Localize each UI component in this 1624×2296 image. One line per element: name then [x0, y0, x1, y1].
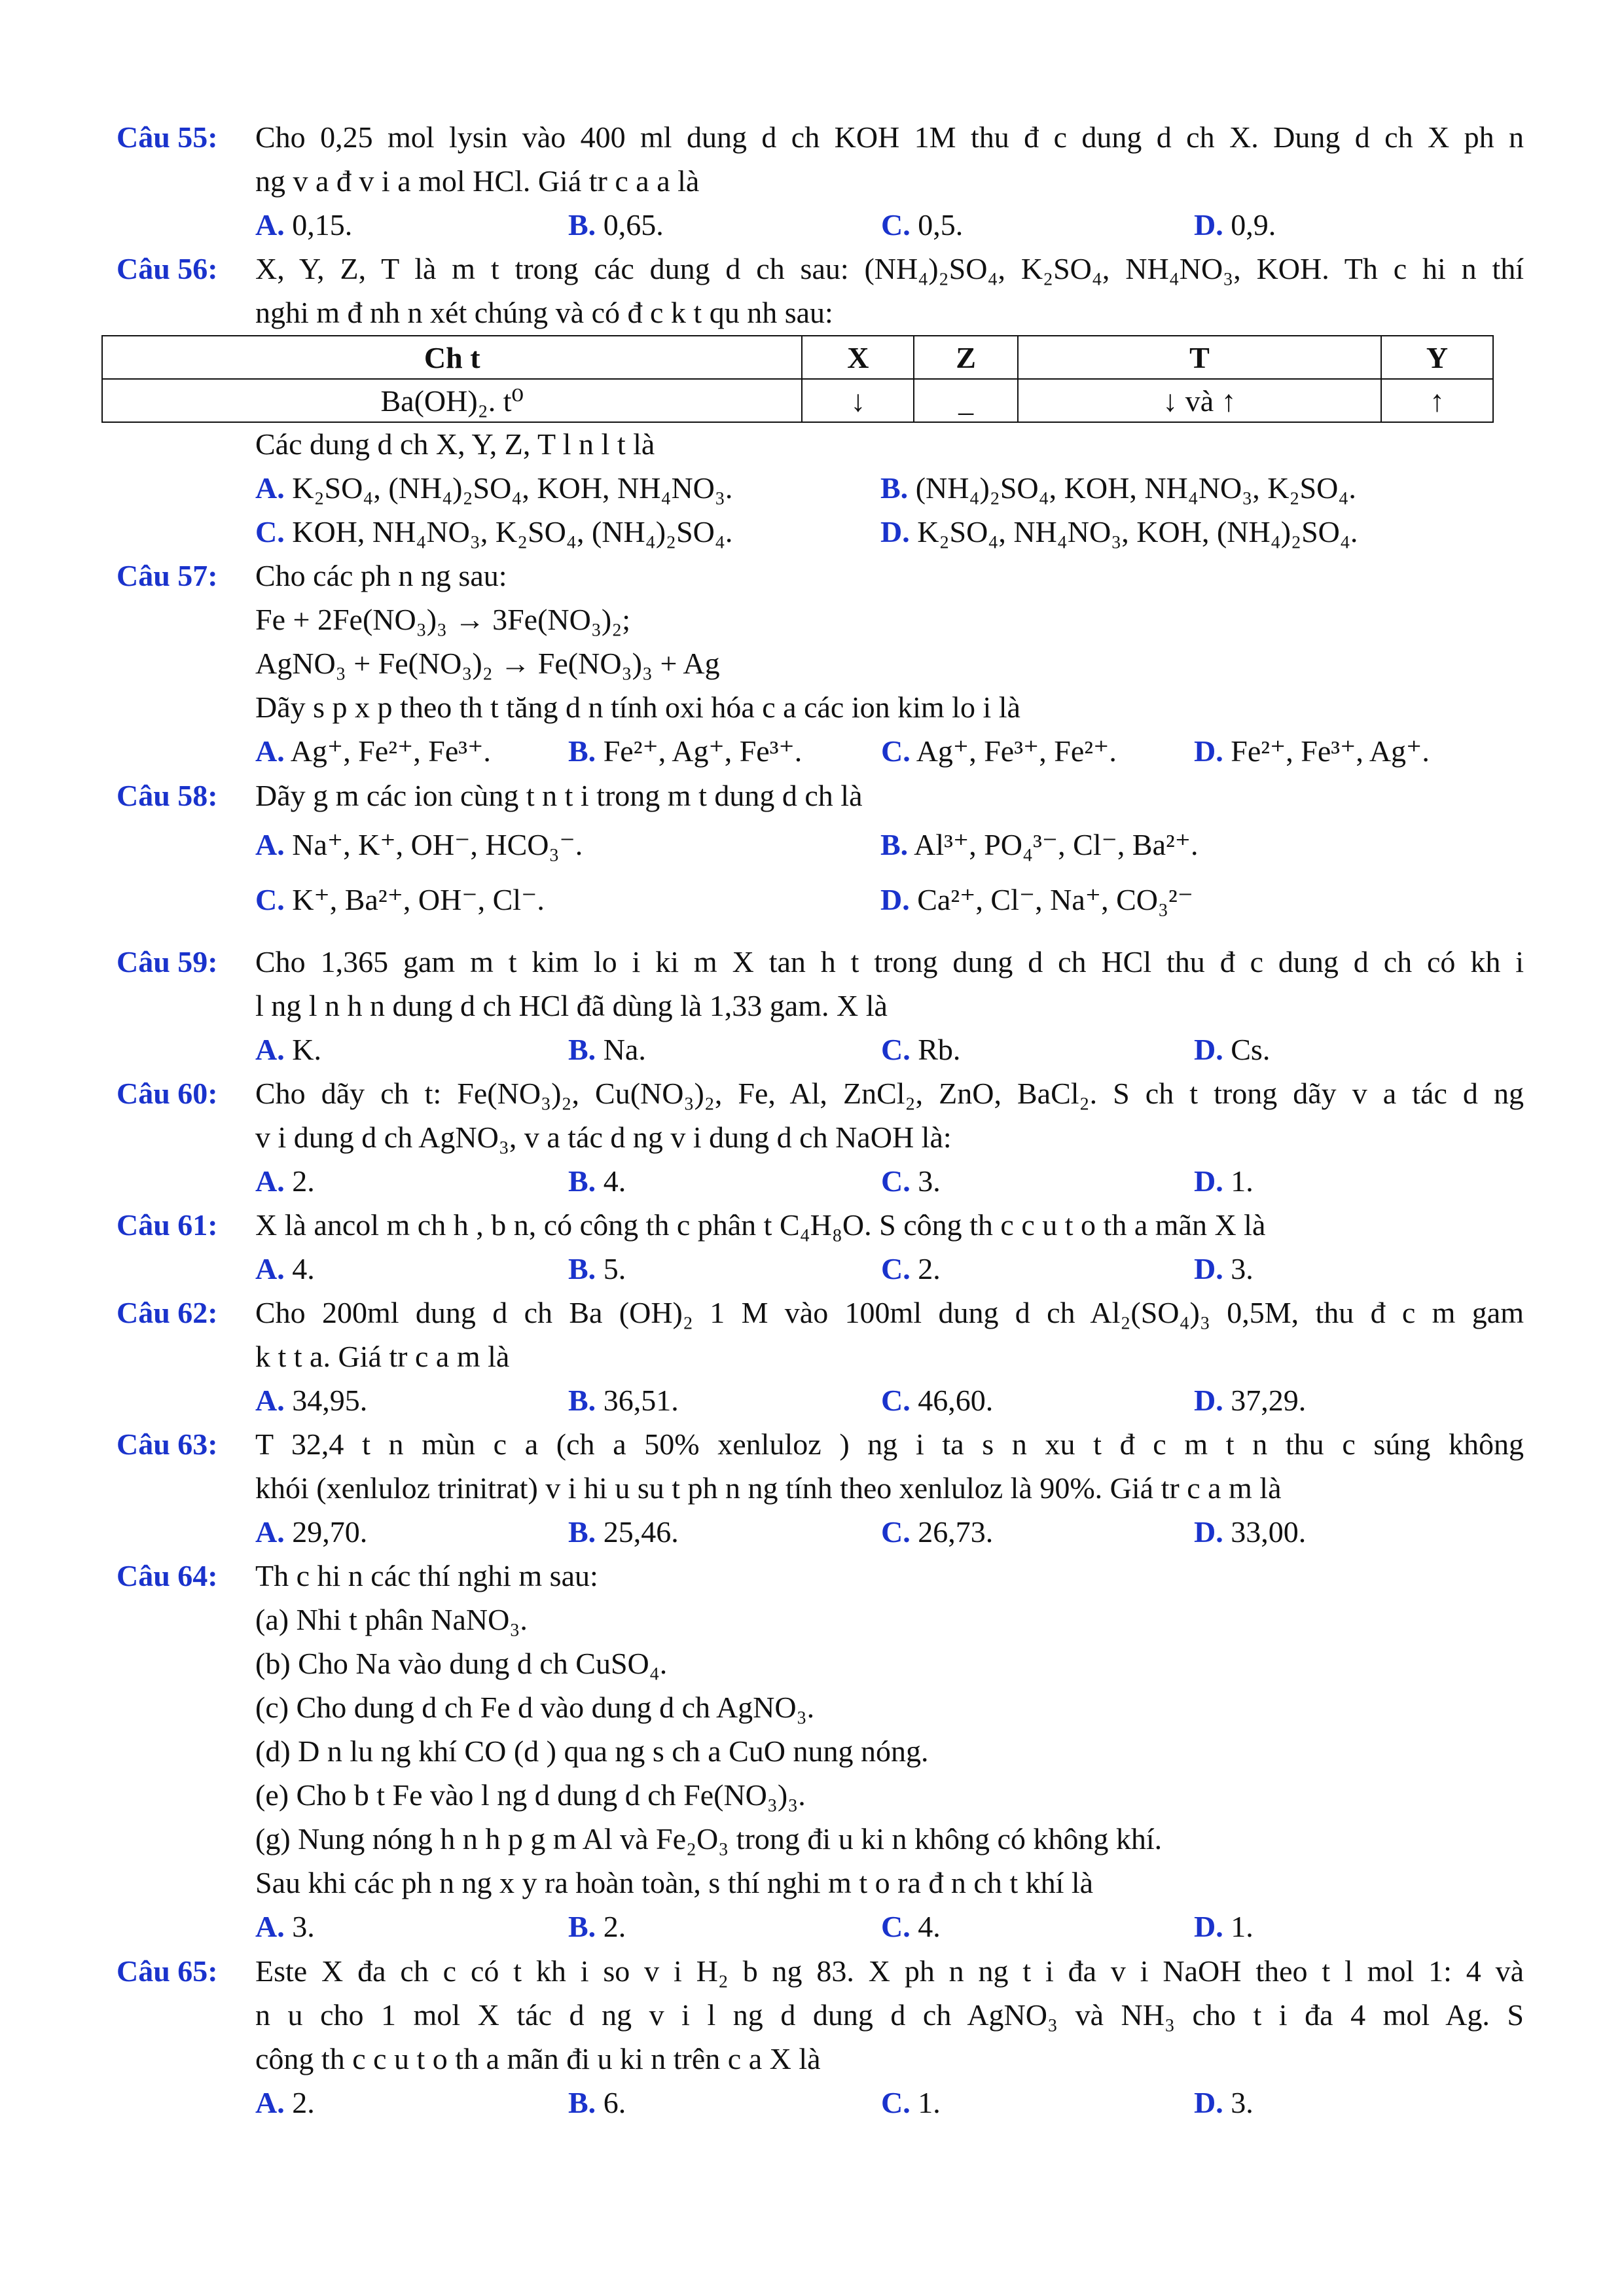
- question-text: nghi m đ nh n xét chúng và có đ c k t qu nh sau:: [255, 296, 833, 329]
- question-text: n u cho 1 mol X tác d ng v i l ng d dung d ch AgNO₃ và NH₃ cho t i đa 4 mol Ag. S: [255, 1998, 1524, 2032]
- question-text: khói (xenluloz trinitrat) v i hi u su t ph n ng tính theo xenluloz là 90%. Giá tr c a m là: [255, 1471, 1282, 1505]
- question-number: Câu 58:: [117, 779, 218, 812]
- question-text: công th c c u t o th a mãn đi u ki n trên c a X là: [255, 2042, 821, 2075]
- option-b[interactable]: B. 25,46.: [568, 1515, 679, 1549]
- option-b[interactable]: B. 6.: [568, 2086, 626, 2119]
- answer-options: [117, 1378, 1524, 1422]
- answer-options: [117, 872, 1524, 927]
- option-a[interactable]: A. 3.: [255, 1910, 315, 1943]
- experiment-item: (c) Cho dung d ch Fe d vào dung d ch AgNO₃.: [255, 1691, 815, 1724]
- table-header: T: [1018, 336, 1381, 379]
- question-text: Cho dãy ch t: Fe(NO₃)₂, Cu(NO₃)₂, Fe, Al, ZnCl₂, ZnO, BaCl₂. S ch t trong dãy v a tác d ng: [255, 1077, 1524, 1110]
- question-text: Este X đa ch c có t kh i so v i H₂ b ng 83. X ph n ng t i đa v i NaOH theo t l mol 1: 4 và: [255, 1954, 1524, 1988]
- result-table: [101, 335, 1494, 423]
- question-number: Câu 62:: [117, 1296, 218, 1329]
- table-cell: ↓: [802, 379, 914, 422]
- option-b[interactable]: B. (NH₄)₂SO₄, KOH, NH₄NO₃, K₂SO₄.: [880, 471, 1356, 505]
- option-b[interactable]: B. 36,51.: [568, 1384, 679, 1417]
- question-56-answers: [117, 422, 1524, 554]
- answer-options: [117, 1510, 1524, 1554]
- option-a[interactable]: A. 2.: [255, 1164, 315, 1198]
- question-text: ng v a đ v i a mol HCl. Giá tr c a a là: [255, 164, 700, 198]
- experiment-item: (g) Nung nóng h n h p g m Al và Fe₂O₃ trong đi u ki n không có không khí.: [255, 1822, 1163, 1856]
- question-text: X là ancol m ch h , b n, có công th c phân t C₄H₈O. S công th c c u t o th a mãn X là: [255, 1208, 1266, 1242]
- question-59: [117, 940, 1524, 1071]
- table-row: [102, 379, 1493, 422]
- option-d[interactable]: D. 37,29.: [1194, 1384, 1307, 1417]
- option-a[interactable]: A. 2.: [255, 2086, 315, 2119]
- table-cell: ↓ và ↑: [1018, 379, 1381, 422]
- question-57: [117, 554, 1524, 773]
- option-c[interactable]: C. KOH, NH₄NO₃, K₂SO₄, (NH₄)₂SO₄.: [255, 515, 733, 548]
- experiment-item: (d) D n lu ng khí CO (d ) qua ng s ch a CuO nung nóng.: [255, 1734, 929, 1768]
- question-61: [117, 1203, 1524, 1291]
- option-c[interactable]: C. 0,5.: [881, 208, 964, 242]
- option-d[interactable]: D. Ca²⁺, Cl⁻, Na⁺, CO₃²⁻: [880, 883, 1194, 916]
- question-number: Câu 64:: [117, 1559, 218, 1592]
- question-text: Cho 200ml dung d ch Ba (OH)₂ 1 M vào 100ml dung d ch Al₂(SO₄)₃ 0,5M, thu đ c m gam: [255, 1296, 1524, 1329]
- option-d[interactable]: D. 33,00.: [1194, 1515, 1307, 1549]
- option-c[interactable]: C. 26,73.: [881, 1515, 994, 1549]
- question-56: [117, 247, 1524, 334]
- experiment-item: (a) Nhi t phân NaNO₃.: [255, 1603, 528, 1636]
- option-c[interactable]: C. 2.: [881, 1252, 941, 1285]
- question-text: l ng l n h n dung d ch HCl đã dùng là 1,33 gam. X là: [255, 989, 888, 1022]
- question-text: Dãy s p x p theo th t tăng d n tính oxi hóa c a các ion kim lo i là: [255, 691, 1020, 724]
- question-number: Câu 56:: [117, 252, 218, 285]
- table-cell: _: [914, 379, 1018, 422]
- question-text: X, Y, Z, T là m t trong các dung d ch sau: (NH₄)₂SO₄, K₂SO₄, NH₄NO₃, KOH. Th c hi n thí: [255, 252, 1524, 285]
- question-number: Câu 59:: [117, 945, 218, 978]
- question-number: Câu 60:: [117, 1077, 218, 1110]
- option-a[interactable]: A. K.: [255, 1033, 321, 1066]
- option-b[interactable]: B. 0,65.: [568, 208, 664, 242]
- option-a[interactable]: A. 4.: [255, 1252, 315, 1285]
- table-header-row: [102, 336, 1493, 379]
- option-c[interactable]: C. 1.: [881, 2086, 941, 2119]
- table-header: Ch t: [102, 336, 802, 379]
- option-a[interactable]: A. Na⁺, K⁺, OH⁻, HCO₃⁻.: [255, 828, 583, 861]
- option-d[interactable]: D. 0,9.: [1194, 208, 1276, 242]
- option-a[interactable]: A. 0,15.: [255, 208, 353, 242]
- table-header: X: [802, 336, 914, 379]
- answer-options: [117, 1905, 1524, 1948]
- question-number: Câu 57:: [117, 559, 218, 592]
- question-text: v i dung d ch AgNO₃, v a tác d ng v i dung d ch NaOH là:: [255, 1121, 952, 1154]
- question-number: Câu 55:: [117, 120, 218, 154]
- option-b[interactable]: B. Fe²⁺, Ag⁺, Fe³⁺.: [568, 734, 803, 768]
- option-a[interactable]: A. K₂SO₄, (NH₄)₂SO₄, KOH, NH₄NO₃.: [255, 471, 733, 505]
- question-65: [117, 1949, 1524, 2125]
- question-text: Th c hi n các thí nghi m sau:: [255, 1559, 598, 1592]
- table-header: Z: [914, 336, 1018, 379]
- option-a[interactable]: A. 29,70.: [255, 1515, 368, 1549]
- option-b[interactable]: B. 5.: [568, 1252, 626, 1285]
- question-text: T 32,4 t n mùn c a (ch a 50% xenluloz ) ng i ta s n xu t đ c m t n thu c súng không: [255, 1427, 1524, 1461]
- question-text: Dãy g m các ion cùng t n t i trong m t dung d ch là: [255, 779, 863, 812]
- option-d[interactable]: D. Fe²⁺, Fe³⁺, Ag⁺.: [1194, 734, 1430, 768]
- option-d[interactable]: D. 3.: [1194, 2086, 1254, 2119]
- question-number: Câu 61:: [117, 1208, 218, 1242]
- answer-options: [117, 1247, 1524, 1291]
- option-c[interactable]: C. K⁺, Ba²⁺, OH⁻, Cl⁻.: [255, 883, 545, 916]
- option-a[interactable]: A. 34,95.: [255, 1384, 368, 1417]
- option-b[interactable]: B. 2.: [568, 1910, 626, 1943]
- question-text: Sau khi các ph n ng x y ra hoàn toàn, s thí nghi m t o ra đ n ch t khí là: [255, 1866, 1094, 1899]
- answer-options: [117, 466, 1524, 510]
- question-55: [117, 115, 1524, 247]
- question-number: Câu 63:: [117, 1427, 218, 1461]
- option-c[interactable]: C. 4.: [881, 1910, 941, 1943]
- option-c[interactable]: C. 3.: [881, 1164, 941, 1198]
- table-cell: Ba(OH)₂. t⁰: [102, 379, 802, 422]
- question-text: Cho 1,365 gam m t kim lo i ki m X tan h t trong dung d ch HCl thu đ c dung d ch có kh i: [255, 945, 1524, 978]
- option-d[interactable]: D. 1.: [1194, 1910, 1254, 1943]
- question-60: [117, 1071, 1524, 1203]
- option-b[interactable]: B. Na.: [568, 1033, 646, 1066]
- question-62: [117, 1291, 1524, 1422]
- experiment-item: (b) Cho Na vào dung d ch CuSO₄.: [255, 1647, 668, 1680]
- experiment-item: (e) Cho b t Fe vào l ng d dung d ch Fe(NO₃)₃.: [255, 1778, 806, 1812]
- question-text: Cho các ph n ng sau:: [255, 559, 507, 592]
- table-cell: ↑: [1381, 379, 1493, 422]
- option-a[interactable]: A. Ag⁺, Fe²⁺, Fe³⁺.: [255, 734, 491, 768]
- option-d[interactable]: D. K₂SO₄, NH₄NO₃, KOH, (NH₄)₂SO₄.: [880, 515, 1358, 548]
- question-text: Cho 0,25 mol lysin vào 400 ml dung d ch KOH 1M thu đ c dung d ch X. Dung d ch X ph n: [255, 120, 1524, 154]
- option-b[interactable]: B. 4.: [568, 1164, 626, 1198]
- answer-options: [117, 1159, 1524, 1203]
- question-text: k t t a. Giá tr c a m là: [255, 1340, 510, 1373]
- option-d[interactable]: D. 3.: [1194, 1252, 1254, 1285]
- option-d[interactable]: D. Cs.: [1194, 1033, 1271, 1066]
- answer-options: [117, 1028, 1524, 1071]
- question-58: [117, 774, 1524, 927]
- reaction-equation: Fe + 2Fe(NO₃)₃ → 3Fe(NO₃)₂;: [255, 603, 631, 636]
- answer-options: [117, 817, 1524, 872]
- option-c[interactable]: C. 46,60.: [881, 1384, 994, 1417]
- question-63: [117, 1422, 1524, 1554]
- option-d[interactable]: D. 1.: [1194, 1164, 1254, 1198]
- option-b[interactable]: B. Al³⁺, PO₄³⁻, Cl⁻, Ba²⁺.: [880, 828, 1199, 861]
- answer-options: [117, 729, 1524, 773]
- reaction-equation: AgNO₃ + Fe(NO₃)₂ → Fe(NO₃)₃ + Ag: [255, 647, 720, 680]
- question-text: Các dung d ch X, Y, Z, T l n l t là: [255, 427, 655, 461]
- option-c[interactable]: C. Ag⁺, Fe³⁺, Fe²⁺.: [881, 734, 1117, 768]
- option-c[interactable]: C. Rb.: [881, 1033, 961, 1066]
- question-number: Câu 65:: [117, 1954, 218, 1988]
- table-header: Y: [1381, 336, 1493, 379]
- answer-options: [117, 2081, 1524, 2125]
- question-64: [117, 1554, 1524, 1948]
- answer-options: [117, 510, 1524, 554]
- answer-options: [117, 203, 1524, 247]
